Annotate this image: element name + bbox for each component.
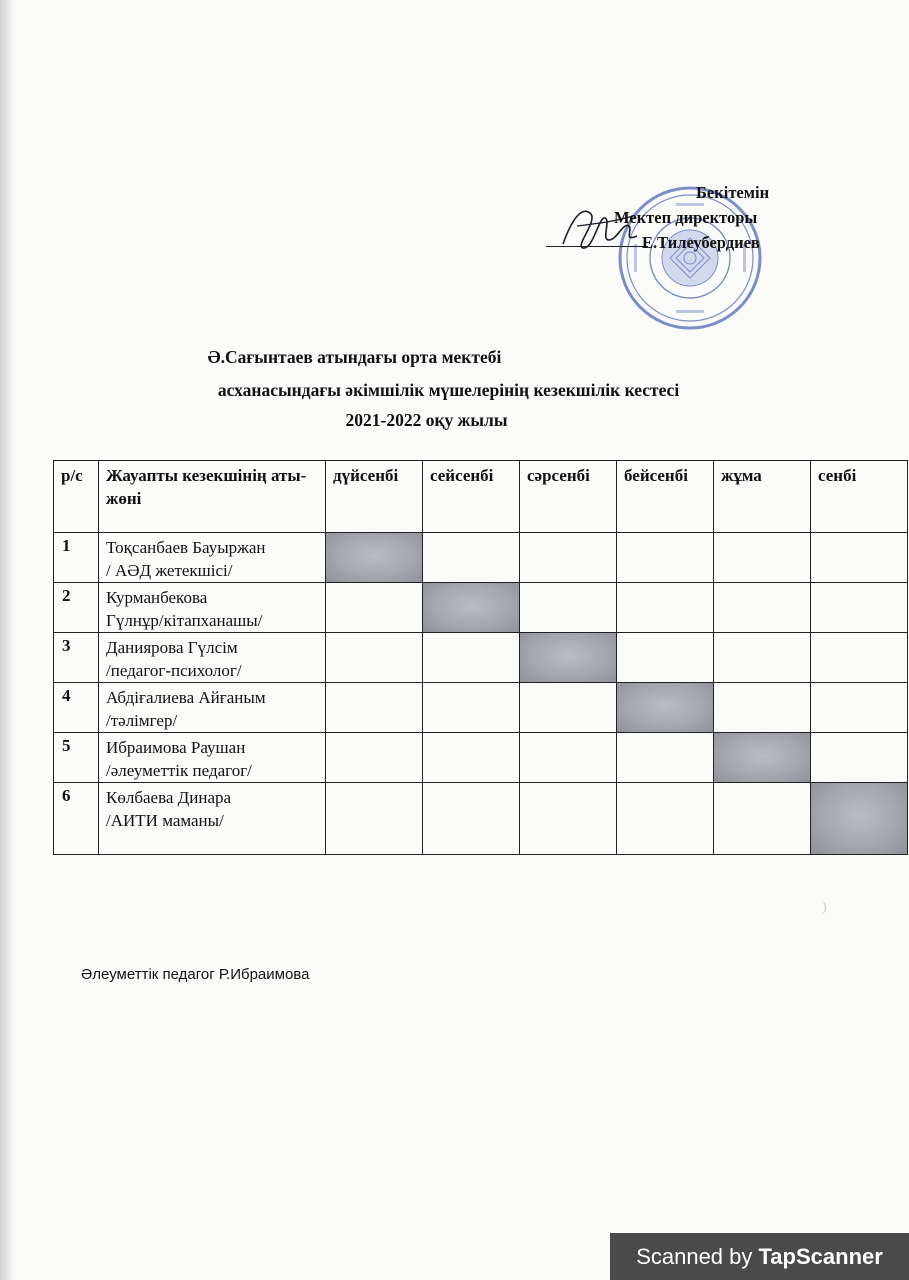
- schedule-title: асханасындағы әкімшілік мүшелерінің кезекшілік кестесі: [217, 380, 680, 400]
- duty-cell: [520, 683, 617, 733]
- approval-director-name: Е.Тилеубердиев: [642, 233, 760, 252]
- duty-cell: [423, 783, 520, 855]
- duty-cell: [423, 733, 520, 783]
- duty-cell: [520, 783, 617, 855]
- duty-cell: [520, 583, 617, 633]
- duty-cell: [520, 533, 617, 583]
- duty-cell-marked: [520, 633, 617, 683]
- row-num: 1: [54, 533, 99, 583]
- duty-cell: [617, 733, 714, 783]
- duty-cell: [811, 683, 908, 733]
- duty-cell: [326, 583, 423, 633]
- duty-cell: [714, 583, 811, 633]
- header-day: бейсенбі: [617, 461, 714, 533]
- duty-cell: [714, 683, 811, 733]
- header-day: сенбі: [811, 461, 908, 533]
- scanner-watermark: Scanned by TapScanner: [610, 1233, 909, 1280]
- row-person: Көлбаева Динара /АИТИ маманы/: [99, 783, 326, 855]
- duty-cell: [617, 633, 714, 683]
- duty-cell-marked: [714, 733, 811, 783]
- approval-word: Бекітемін: [696, 183, 770, 202]
- approval-position: Мектеп директоры: [614, 208, 758, 227]
- header-name: Жауапты кезекшінің аты-жөні: [99, 461, 326, 533]
- duty-cell: [617, 533, 714, 583]
- duty-cell: [423, 633, 520, 683]
- table-row: [54, 583, 908, 633]
- table-row: [54, 783, 908, 855]
- academic-year-title: 2021-2022 оқу жылы: [345, 410, 508, 430]
- duty-schedule-table: [53, 460, 908, 855]
- row-person: Ибраимова Раушан /әлеуметтік педагог/: [99, 733, 326, 783]
- row-num: 4: [54, 683, 99, 733]
- duty-cell: [423, 683, 520, 733]
- header-day: сейсенбі: [423, 461, 520, 533]
- signature-line: [546, 246, 648, 247]
- duty-cell: [714, 783, 811, 855]
- row-num: 3: [54, 633, 99, 683]
- duty-cell: [423, 533, 520, 583]
- header-num: р/с: [54, 461, 99, 533]
- duty-cell: [326, 683, 423, 733]
- row-num: 5: [54, 733, 99, 783]
- duty-cell: [326, 733, 423, 783]
- row-person: Курманбекова Гүлнұр/кітапханашы/: [99, 583, 326, 633]
- duty-cell-marked: [617, 683, 714, 733]
- duty-cell: [617, 783, 714, 855]
- row-num: 2: [54, 583, 99, 633]
- table-row: [54, 733, 908, 783]
- duty-cell: [714, 633, 811, 683]
- header-day: сәрсенбі: [520, 461, 617, 533]
- duty-cell: [811, 533, 908, 583]
- duty-cell: [811, 633, 908, 683]
- duty-cell-marked: [326, 533, 423, 583]
- scan-artifact: ): [822, 900, 827, 915]
- header-day: дүйсенбі: [326, 461, 423, 533]
- duty-cell: [520, 733, 617, 783]
- row-person: Абдіғалиева Айғаным /тәлімгер/: [99, 683, 326, 733]
- table-row: [54, 533, 908, 583]
- duty-cell: [714, 533, 811, 583]
- duty-cell-marked: [423, 583, 520, 633]
- row-num: 6: [54, 783, 99, 855]
- school-name-title: Ә.Сағынтаев атындағы орта мектебі: [207, 347, 502, 367]
- duty-cell: [811, 733, 908, 783]
- duty-cell-marked: [811, 783, 908, 855]
- table-row: [54, 633, 908, 683]
- row-person: Тоқсанбаев Бауыржан / АӘД жетекшісі/: [99, 533, 326, 583]
- table-row: [54, 683, 908, 733]
- footer-signatory: Әлеуметтік педагог Р.Ибраимова: [81, 966, 310, 983]
- duty-cell: [617, 583, 714, 633]
- duty-cell: [326, 633, 423, 683]
- scan-edge-shadow: [0, 0, 14, 1280]
- header-day: жұма: [714, 461, 811, 533]
- duty-cell: [326, 783, 423, 855]
- duty-cell: [811, 583, 908, 633]
- table-header-row: [54, 461, 908, 533]
- row-person: Даниярова Гүлсім /педагог-психолог/: [99, 633, 326, 683]
